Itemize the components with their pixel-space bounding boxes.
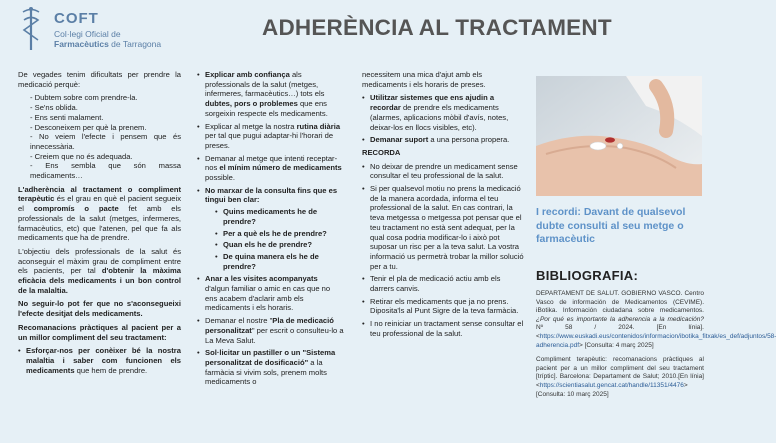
objective-bold: d'obtenir la màxima eficàcia dels medicaments i un bon control de la malaltia.: [18, 266, 181, 295]
recommendation-text: que hem de prendre.: [74, 365, 148, 375]
advice-item: [197, 274, 344, 313]
page-header: [0, 0, 720, 62]
advice-item: [197, 122, 344, 151]
advice-bold: Pla de medicació personalitzat: [205, 316, 334, 335]
column-1: [18, 70, 181, 378]
reference-italic: ¿Por qué es importante la adherencia a la medicación?: [536, 315, 704, 323]
reason-item: - Desconeixem per què la prenem.: [30, 122, 147, 132]
definition-bold-2: compromís o pacte: [33, 204, 119, 214]
reason-item: - Creiem que no és adequada.: [30, 151, 133, 161]
pills-hand-photo: [536, 76, 702, 196]
logo-subtitle: [54, 29, 161, 49]
advice-bold: Demanar suport: [370, 135, 429, 145]
advice-text-2: possible.: [205, 173, 235, 183]
bibliography: [536, 290, 776, 405]
continued-text: necessitem una mica d'ajut amb els medicaments i els horaris de preses.: [362, 70, 486, 89]
definition-paragraph: [18, 185, 181, 243]
column-3: [362, 70, 525, 342]
reason-item: - Se'ns oblida.: [30, 103, 78, 113]
bibliography-title: BIBLIOGRAFIA:: [536, 268, 639, 283]
advice-bold: Anar a les visites acompanyats: [205, 274, 318, 284]
reason-item: - Dubtem sobre com prendre-la.: [30, 93, 138, 103]
logo-line2a: Farmacèutics: [54, 39, 109, 49]
definition-text: és el grau en què el pacient segueix el: [18, 194, 181, 214]
recorda-heading: RECORDA: [362, 147, 401, 157]
advice-item: [362, 135, 525, 145]
advice-text: Demanar el nostre ": [205, 316, 273, 326]
logo-name: COFT: [54, 10, 99, 27]
question-text: Quins medicaments he de prendre?: [223, 207, 318, 226]
advice-text: als professionals de la salut (metges, infermeres, farmacèutics…) tots els: [205, 70, 325, 99]
advice-item: [197, 186, 344, 272]
advice-item: [197, 316, 344, 345]
reference-text: DEPARTAMENT DE SALUT. GOBIERNO VASCO. Centro Vasco de información de Medicamentos (CEVIME). iBotika. Información ciudadana sobre medicamentos.: [536, 290, 704, 315]
recommendation-item: [18, 346, 181, 375]
recommendation-bold: Esforçar-nos per conèixer bé la nostra malaltia i saber com funcionen els medicaments: [26, 346, 181, 375]
recommendations-list: [18, 346, 181, 375]
advice-item: [197, 154, 344, 183]
reminder-item: • Retirar els medicaments que ja no prens. Diposita'ls al Punt Sigre de la teva farmàcia.: [362, 297, 525, 316]
definition-bold: L'adherència al tractament o compliment terapèutic: [18, 184, 181, 204]
advice-text: Explicar al metge la nostra: [205, 121, 297, 131]
advice-bold: No marxar de la consulta fins que es tingui ben clar:: [205, 185, 338, 205]
reminder-item: • Si per qualsevol motiu no prens la medicació de la manera acordada, informa el teu professional de la salut. En cas contrari, la teva metgessa o metgessa pot pensar que el teu tractament no està sent adequat, per la qual cosa podria modificar-lo i això pot suposar un risc per a la teva salut. La vostra informació us permetrà trobar la millor solució per a tu.: [362, 184, 525, 271]
advice-bold: Utilitzar sistemes que ens ajudin a recordar: [370, 93, 495, 113]
question-item: [205, 207, 344, 226]
reason-item: - No veiem l'efecte i pensem que és innecessària.: [30, 132, 181, 151]
reference-text-2: > [Consulta: 10 març 2025]: [536, 381, 688, 398]
questions-list: [205, 207, 344, 271]
reference-text-3: > [Consulta: 4 març 2025]: [579, 341, 654, 349]
reminders-list: [362, 162, 525, 339]
reasons-list: [18, 93, 181, 180]
reference-link[interactable]: https://scientiasalut.gencat.cat/handle/11351/4476: [539, 381, 684, 389]
advice-text-2: " per escrit o consulteu-lo a La Meva Salut.: [205, 325, 344, 345]
advice-bold: Explicar amb confiança: [205, 70, 290, 79]
objective-paragraph: [18, 247, 181, 296]
reference-text-2: Nº 58 / 2024. [En línia]. <: [536, 324, 704, 340]
advice-text-2: que ens sorgeixin respecte els medicaments.: [205, 99, 328, 118]
advice-text-2: per tal que pugui adaptar-hi l'horari de preses.: [205, 131, 334, 150]
reference-text: Compliment terapèutic: recomanacions pràctiques al pacient per a un millor compliment del seu tractament [tríptic]. Barcelona: Departament de Salut; 2010.[En línia] <: [536, 356, 704, 389]
recommendations-heading: [18, 323, 181, 342]
hand-with-pills-illustration: [536, 76, 702, 196]
logo-line2b: de Tarragona: [108, 39, 162, 49]
question-text: De quina manera els he de prendre?: [223, 251, 319, 271]
advice-bold: Sol·licitar un pastiller o un "Sistema personalitzat de dosificació": [205, 348, 336, 367]
advice-item: [197, 70, 344, 119]
advice-text: d'algun familiar o amic en cas que no ens acabem d'aclarir amb els medicaments i els horaris.: [205, 284, 331, 313]
advice-list: [197, 70, 344, 387]
objective-text: L'objectiu dels professionals de la salut és aconseguir el màxim grau de compliment entre els pacients, per tal: [18, 246, 181, 276]
reminder-item: • I no reiniciar un tractament sense consultar el teu professional de la salut.: [362, 319, 525, 338]
advice-text: a una persona propera.: [428, 135, 510, 145]
advice-bold: el mínim número de medicaments: [219, 163, 342, 173]
coft-logo: [14, 6, 264, 54]
advice-bold: rutina diària: [296, 121, 341, 131]
reason-item: - Ens senti malament.: [30, 112, 104, 122]
reference-item: [536, 356, 704, 399]
advice-text: de prendre els medicaments (alarmes, aplicacions mòbil d'avís, notes, deixar-los en llocs visibles, etc).: [370, 103, 509, 132]
reference-link[interactable]: https://www.euskadi.eus/contenidos/informacion/ibotika_fitxak/es_def/adjuntos/58-adherencia.pdf: [536, 332, 776, 349]
definition-text-2: fet amb els professionals de la salut (metges, infermeres, farmacèutics, etc) que l'atenen, pel que fa als medicaments que ha de prendre.: [18, 204, 181, 243]
question-item: [205, 252, 344, 271]
logo-line1: Col·legi Oficial de: [54, 29, 121, 39]
warning-bold: No seguir-lo pot fer que no s'aconsegueixi l'efecte desitjat dels medicaments.: [18, 299, 181, 319]
remember-callout: I recordi: Davant de qualsevol dubte consulti al seu metge o farmacèutic: [536, 206, 686, 245]
page-title: ADHERÈNCIA AL TRACTAMENT: [262, 15, 612, 40]
advice-bold-2: dubtes, pors o problemes: [205, 99, 298, 109]
question-item: [205, 240, 344, 250]
advice-text: a la farmàcia si vivim sols, prenem molts medicaments o: [205, 357, 327, 387]
intro-text: De vegades tenim dificultats per prendre la medicació perquè:: [18, 70, 181, 89]
advice-list-continued: [362, 93, 525, 145]
advice-item: [197, 348, 344, 387]
reason-item: - Ens sembla que són massa medicaments…: [30, 161, 181, 181]
advice-item: [362, 93, 525, 132]
warning-paragraph: [18, 299, 181, 318]
reminder-item: • No deixar de prendre un medicament sense consultar el teu professional de la salut.: [362, 162, 525, 181]
question-item: [205, 229, 344, 239]
reference-item: [536, 290, 776, 350]
advice-text: Demanar al metge que intenti receptar-nos: [205, 153, 338, 173]
question-text: Quan els he de prendre?: [223, 240, 313, 250]
reminder-item: • Tenir el pla de medicació actiu amb els darrers canvis.: [362, 274, 525, 293]
recommendations-bold: Recomanacions pràctiques al pacient per a un millor compliment del seu tractament:: [18, 322, 181, 342]
caduceus-icon: [14, 6, 50, 52]
column-2: [197, 70, 344, 390]
question-text: Per a què els he de prendre?: [223, 228, 327, 238]
